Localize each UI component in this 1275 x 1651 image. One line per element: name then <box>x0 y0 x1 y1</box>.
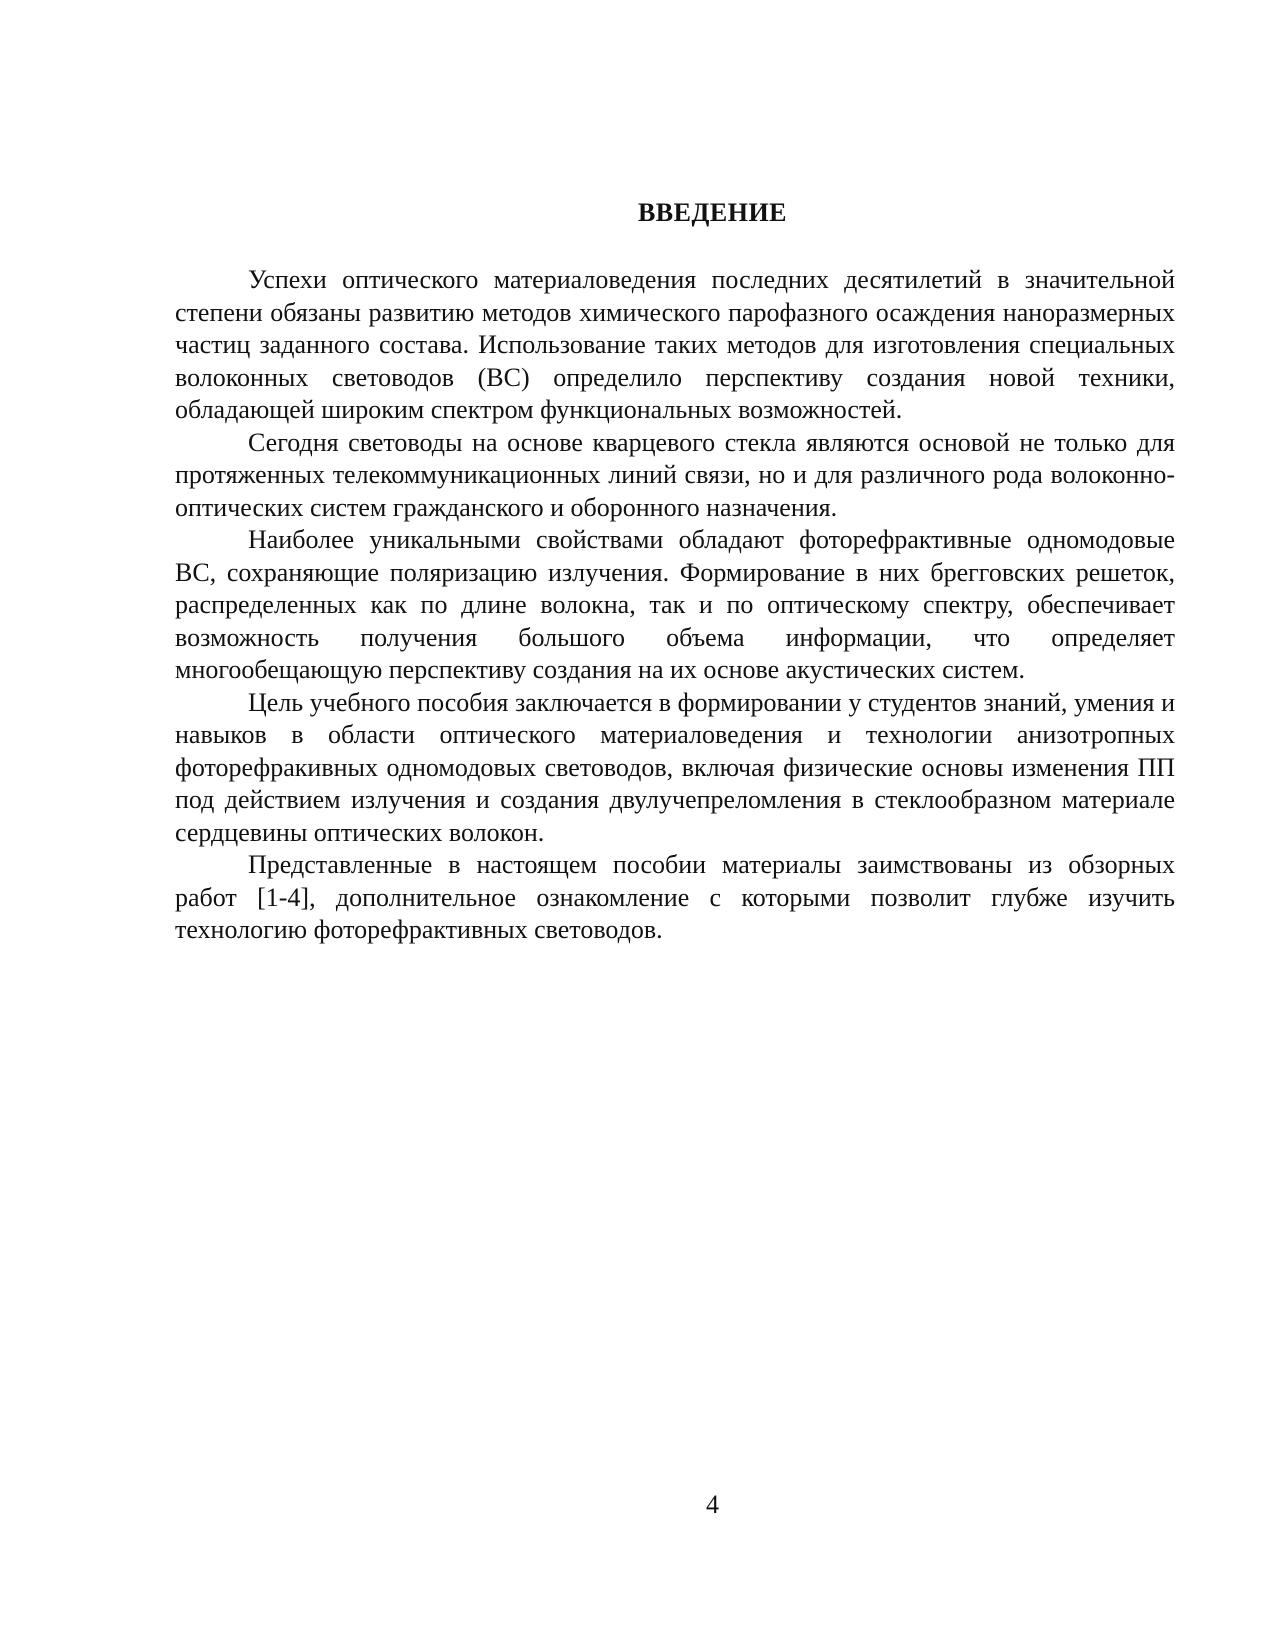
paragraph-2: Сегодня световоды на основе кварцевого стекла являются основой не только для протяженных телекоммуникационных линий связи, но и для различного рода волоконно-оптических систем гражданского и оборонного назначения. <box>175 427 1175 522</box>
paragraph-4: Цель учебного пособия заключается в формировании у студентов знаний, умения и навыков в области оптического материаловедения и технологии анизотропных фоторефракивных одномодовых световодов, включая физические основы изменения ПП под действием излучения и создания двулучепреломления в стеклообразном материале сердцевины оптических волокон. <box>175 687 1175 847</box>
paragraph-1: Успехи оптического материаловедения последних десятилетий в значительной степени обязаны развитию методов химического парофазного осаждения наноразмерных частиц заданного состава. Использование таких методов для изготовления специальных волоконных световодов (ВС) определило перспективу создания новой техники, обладающей широким спектром функциональных возможностей. <box>175 265 1175 424</box>
document-body <box>175 264 1175 947</box>
paragraph-3: Наиболее уникальными свойствами обладают фоторефрактивные одномодовые ВС, сохраняющие поляризацию излучения. Формирование в них брегговских решеток, распределенных как по длине волокна, так и по оптическому спектру, обеспечивает возможность получения большого объема информации, что определяет многообещающую перспективу создания на их основе акустических систем. <box>175 525 1175 684</box>
page-title: ВВЕДЕНИЕ <box>637 198 788 227</box>
paragraph-5: Представленные в настоящем пособии материалы заимствованы из обзорных работ [1-4], дополнительное ознакомление с которыми позволит глубже изучить технологию фоторефрактивных световодов. <box>175 850 1175 944</box>
page-number: 4 <box>706 1490 719 1519</box>
